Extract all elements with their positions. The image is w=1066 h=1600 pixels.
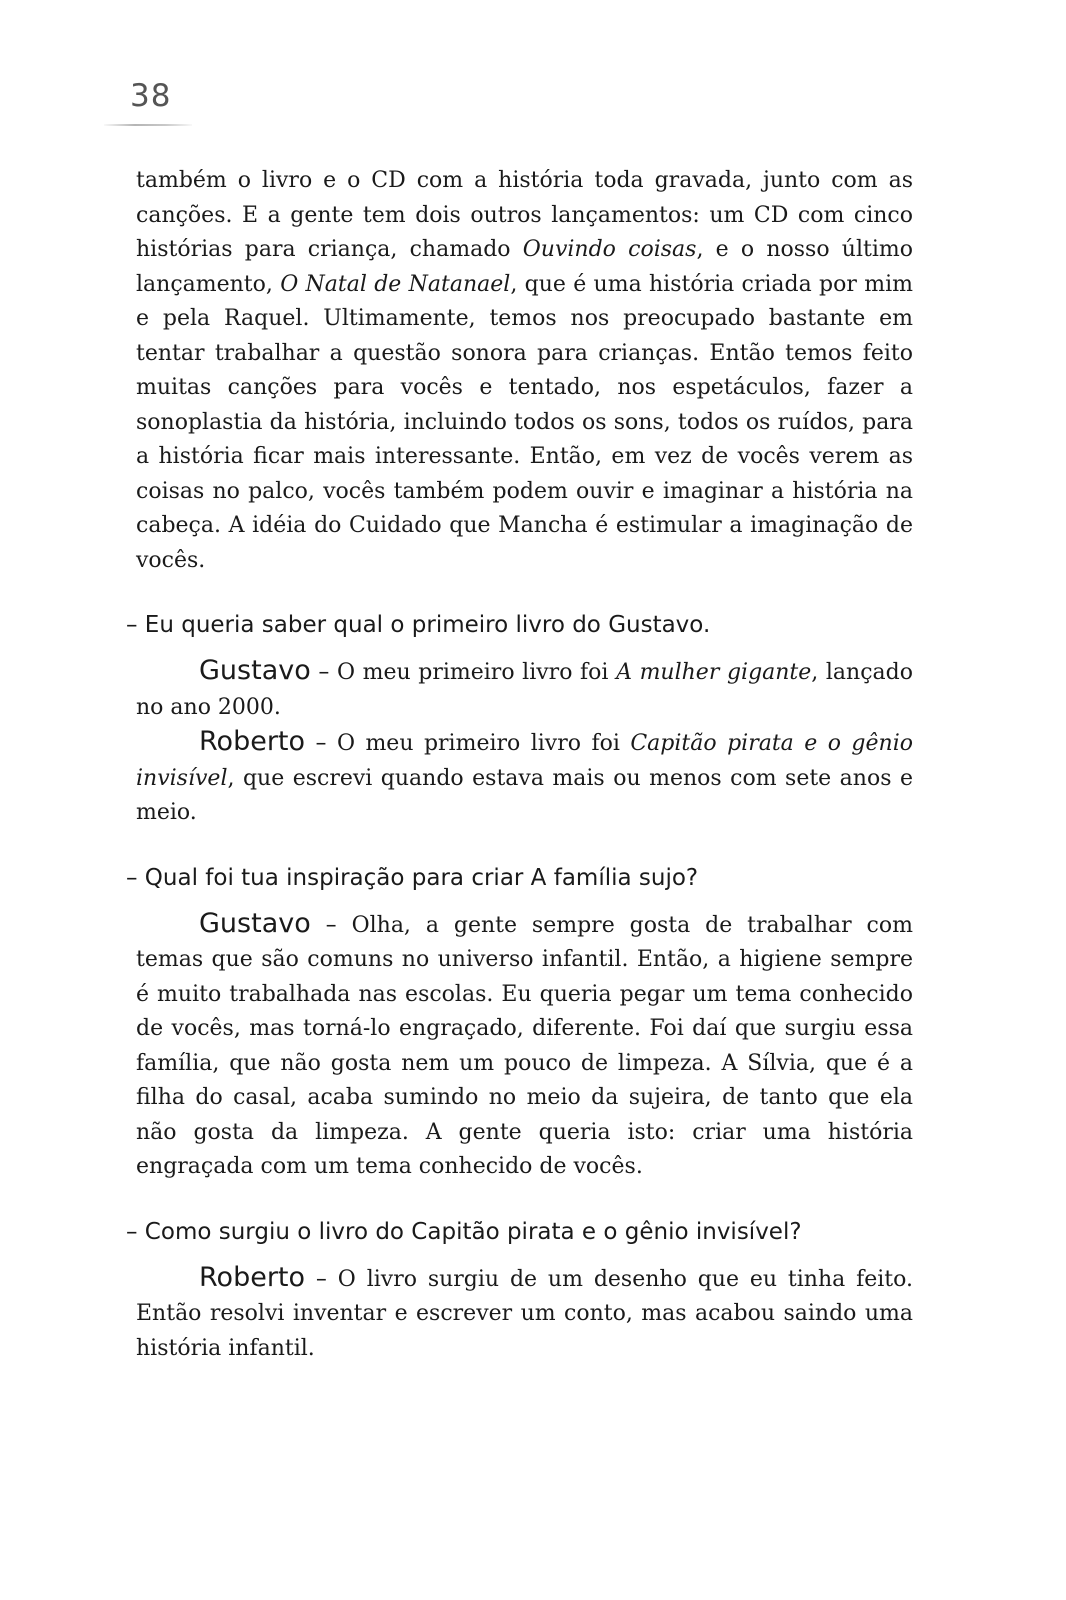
question-first-book: – Eu queria saber qual o primeiro livro do Gustavo. [126,612,711,638]
title-natal-de-natanael: O Natal de Natanael [280,271,511,297]
title-a-mulher-gigante: A mulher gigante [616,660,812,685]
speaker-name: Roberto [199,726,306,757]
question-inspiration: – Qual foi tua inspiração para criar A família sujo? [126,864,699,891]
page-number: 38 [130,78,172,114]
intro-text-1: também o livro e o CD com a história toda gravada, junto com as canções. E a gente tem dois outros lançamentos: um CD com cinco histórias para criança, chamado [136,168,913,262]
speaker-name: Gustavo [199,655,311,686]
speaker-dash: – [310,912,352,938]
page-number-rule [104,124,192,126]
title-ouvindo-coisas: Ouvindo coisas [522,237,697,262]
speaker-dash: – [305,1266,338,1292]
intro-text-3: , que é uma história criada por mim e pela Raquel. Ultimamente, temos nos preocupado bastante em tentar trabalhar a questão sonora para crianças. Então temos feito muitas canções para vocês e tentado, nos espetáculos, fazer a sonoplastia da história, incluindo todos os sons, todos os ruídos, para a história ficar mais interessante. Então, em vez de vocês verem as coisas no palco, vocês também podem ouvir e imaginar a história na cabeça. A idéia do Cuidado que Mancha é estimular a imaginação de vocês. [136,271,913,573]
answer-roberto-origin [136,1261,913,1367]
answer-text-2: , que escrevi quando estava mais ou menos com sete anos e meio. [136,765,913,825]
answer-gustavo-first-book [136,654,913,725]
answer-roberto-first-book [136,725,913,831]
answer-text-1: O livro surgiu de um desenho que eu tinha feito. Então resolvi inventar e escrever um conto, mas acabou saindo uma história infantil. [136,1266,913,1361]
page-body [126,164,913,1366]
answer-text-1: Olha, a gente sempre gosta de trabalhar com temas que são comuns no universo infantil. Então, a higiene sempre é muito trabalhada nas escolas. Eu queria pegar um tema conhecido de vocês, mas torná-lo engraçado, diferente. Foi daí que surgiu essa família, que não gosta nem um pouco de limpeza. A Sílvia, que é a filha do casal, acaba sumindo no meio da sujeira, de tanto que ela não gosta da limpeza. A gente queria isto: criar uma história engraçada com um tema conhecido de vocês. [136,912,913,1179]
speaker-name: Gustavo [199,907,311,939]
question-capitao-pirata-origin: – Como surgiu o livro do Capitão pirata e o gênio invisível? [126,1218,802,1245]
answer-text-2: , lançado no ano 2000. [136,660,913,720]
speaker-dash: – [310,660,337,685]
speaker-dash: – [305,731,337,756]
title-capitao-pirata: Capitão pirata e o gênio invisível [136,731,913,791]
answer-text-1: O meu primeiro livro foi [336,660,617,685]
intro-text-2: , e o nosso último lançamento, [136,237,913,297]
speaker-name: Roberto [199,1261,306,1293]
intro-paragraph [136,164,913,578]
answer-gustavo-inspiration [136,907,913,1185]
answer-text-1: O meu primeiro livro foi [336,731,631,756]
